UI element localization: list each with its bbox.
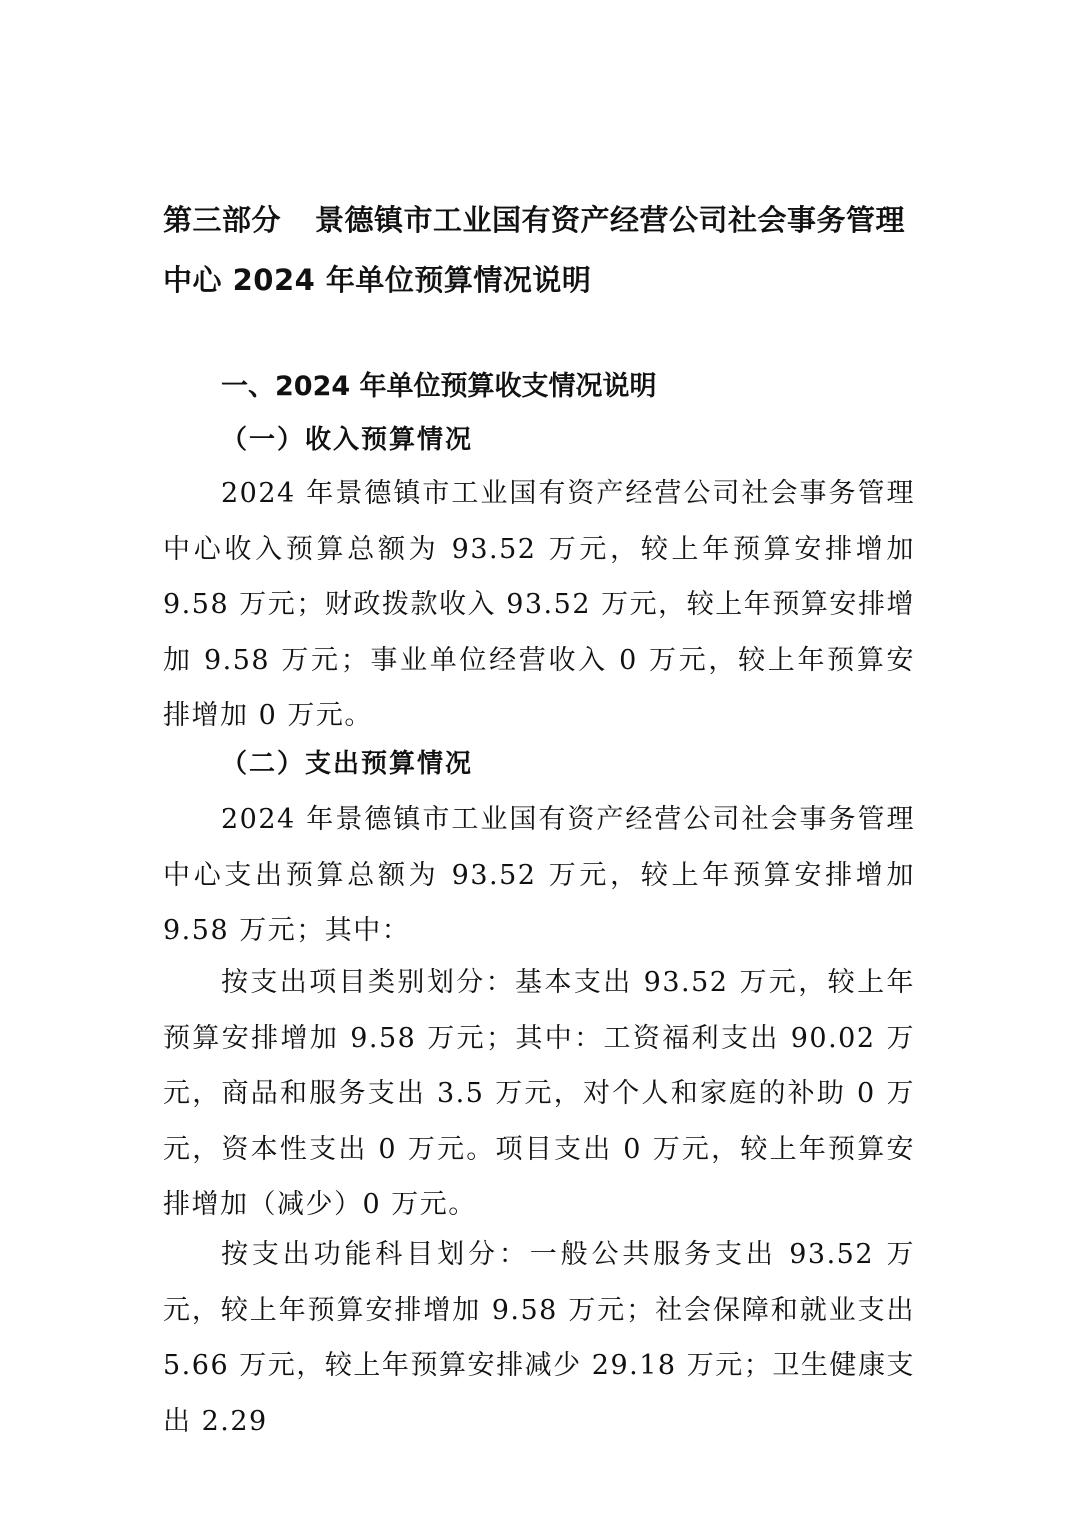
subsection-heading-income: （一）收入预算情况 [221, 425, 474, 455]
paragraph-expenditure-total: 2024 年景德镇市工业国有资产经营公司社会事务管理中心支出预算总额为 93.52 万元，较上年预算安排增加 9.58 万元；其中： [163, 804, 915, 946]
document-title [163, 190, 915, 310]
paragraph-expenditure-by-function: 按支出功能科目划分：一般公共服务支出 93.52 万元，较上年预算安排增加 9.58 万元；社会保障和就业支出 5.66 万元，较上年预算安排减少 29.18 万元；卫生健康支出 2.29 [163, 1239, 915, 1437]
section-heading-budget-overview: 一、2024 年单位预算收支情况说明 [221, 371, 657, 402]
paragraph-expenditure-by-category: 按支出项目类别划分：基本支出 93.52 万元，较上年预算安排增加 9.58 万元；其中：工资福利支出 90.02 万元，商品和服务支出 3.5 万元，对个人和家庭的补助 0 万元，资本性支出 0 万元。项目支出 0 万元，较上年预算安排增加（减少）0 万元。 [163, 967, 915, 1220]
subsection-heading-expenditure: （二）支出预算情况 [221, 749, 474, 779]
title-text: 景德镇市工业国有资产经营公司社会事务管理中心 2024 年单位预算情况说明 [163, 203, 906, 297]
paragraph-income-budget: 2024 年景德镇市工业国有资产经营公司社会事务管理中心收入预算总额为 93.52 万元，较上年预算安排增加 9.58 万元；财政拨款收入 93.52 万元，较上年预算安排增加 9.58 万元；事业单位经营收入 0 万元，较上年预算安排增加 0 万元。 [163, 478, 915, 731]
title-part-label: 第三部分 [163, 203, 282, 237]
